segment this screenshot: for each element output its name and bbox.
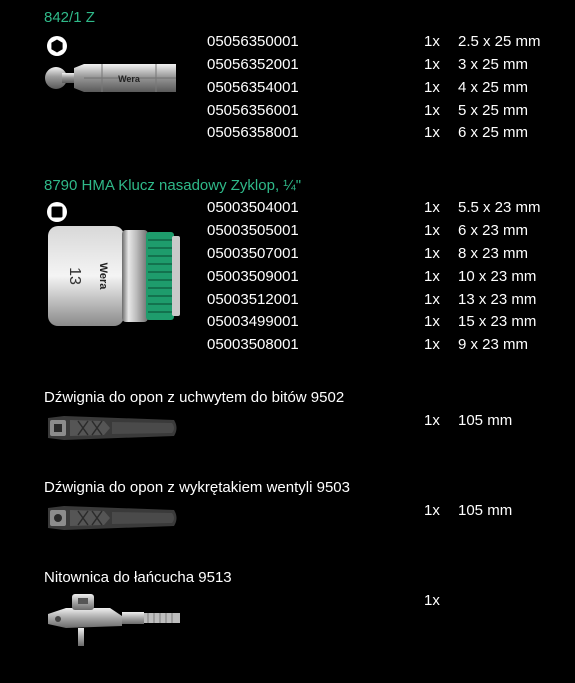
article-code: 05003499001 bbox=[207, 313, 299, 330]
section-title: Nitownica do łańcucha 9513 bbox=[44, 569, 232, 586]
quantity: 1x bbox=[424, 502, 440, 519]
article-code: 05056354001 bbox=[207, 79, 299, 96]
quantity: 1x bbox=[424, 222, 440, 239]
article-code: 05003509001 bbox=[207, 268, 299, 285]
section-title: 8790 HMA Klucz nasadowy Zyklop, ¼" bbox=[44, 177, 302, 194]
socket-size-text: 13 bbox=[66, 267, 83, 285]
size: 5 x 25 mm bbox=[458, 102, 529, 119]
article-code: 05056352001 bbox=[207, 56, 299, 73]
size: 6 x 25 mm bbox=[458, 124, 529, 141]
section-title: Dźwignia do opon z uchwytem do bitów 9502 bbox=[44, 389, 345, 406]
quantity: 1x bbox=[424, 199, 440, 216]
size: 8 x 23 mm bbox=[458, 245, 529, 262]
article-code: 05003505001 bbox=[207, 222, 299, 239]
size: 105 mm bbox=[458, 412, 513, 429]
section-title: 842/1 Z bbox=[44, 9, 95, 26]
quantity: 1x bbox=[424, 245, 440, 262]
brand-logo-text: Wera bbox=[97, 262, 109, 290]
size: 5.5 x 23 mm bbox=[458, 199, 541, 216]
size: 10 x 23 mm bbox=[458, 268, 537, 285]
quantity: 1x bbox=[424, 412, 440, 429]
quantity: 1x bbox=[424, 291, 440, 308]
size: 3 x 25 mm bbox=[458, 56, 529, 73]
article-code: 05056356001 bbox=[207, 102, 299, 119]
size: 2.5 x 25 mm bbox=[458, 33, 541, 50]
article-code: 05003512001 bbox=[207, 291, 299, 308]
article-code: 05056350001 bbox=[207, 33, 299, 50]
quantity: 1x bbox=[424, 102, 440, 119]
quantity: 1x bbox=[424, 33, 440, 50]
size: 9 x 23 mm bbox=[458, 336, 529, 353]
size: 15 x 23 mm bbox=[458, 313, 537, 330]
quantity: 1x bbox=[424, 313, 440, 330]
size: 13 x 23 mm bbox=[458, 291, 537, 308]
article-code: 05003504001 bbox=[207, 199, 299, 216]
quantity: 1x bbox=[424, 79, 440, 96]
brand-logo-text: Wera bbox=[118, 74, 140, 84]
size: 105 mm bbox=[458, 502, 513, 519]
size: 6 x 23 mm bbox=[458, 222, 529, 239]
table-row bbox=[0, 590, 575, 612]
quantity: 1x bbox=[424, 56, 440, 73]
quantity: 1x bbox=[424, 268, 440, 285]
quantity: 1x bbox=[424, 336, 440, 353]
article-code: 05003508001 bbox=[207, 336, 299, 353]
article-code: 05003507001 bbox=[207, 245, 299, 262]
section-title: Dźwignia do opon z wykrętakiem wentyli 9503 bbox=[44, 479, 350, 496]
quantity: 1x bbox=[424, 592, 440, 609]
size: 4 x 25 mm bbox=[458, 79, 529, 96]
quantity: 1x bbox=[424, 124, 440, 141]
article-code: 05056358001 bbox=[207, 124, 299, 141]
